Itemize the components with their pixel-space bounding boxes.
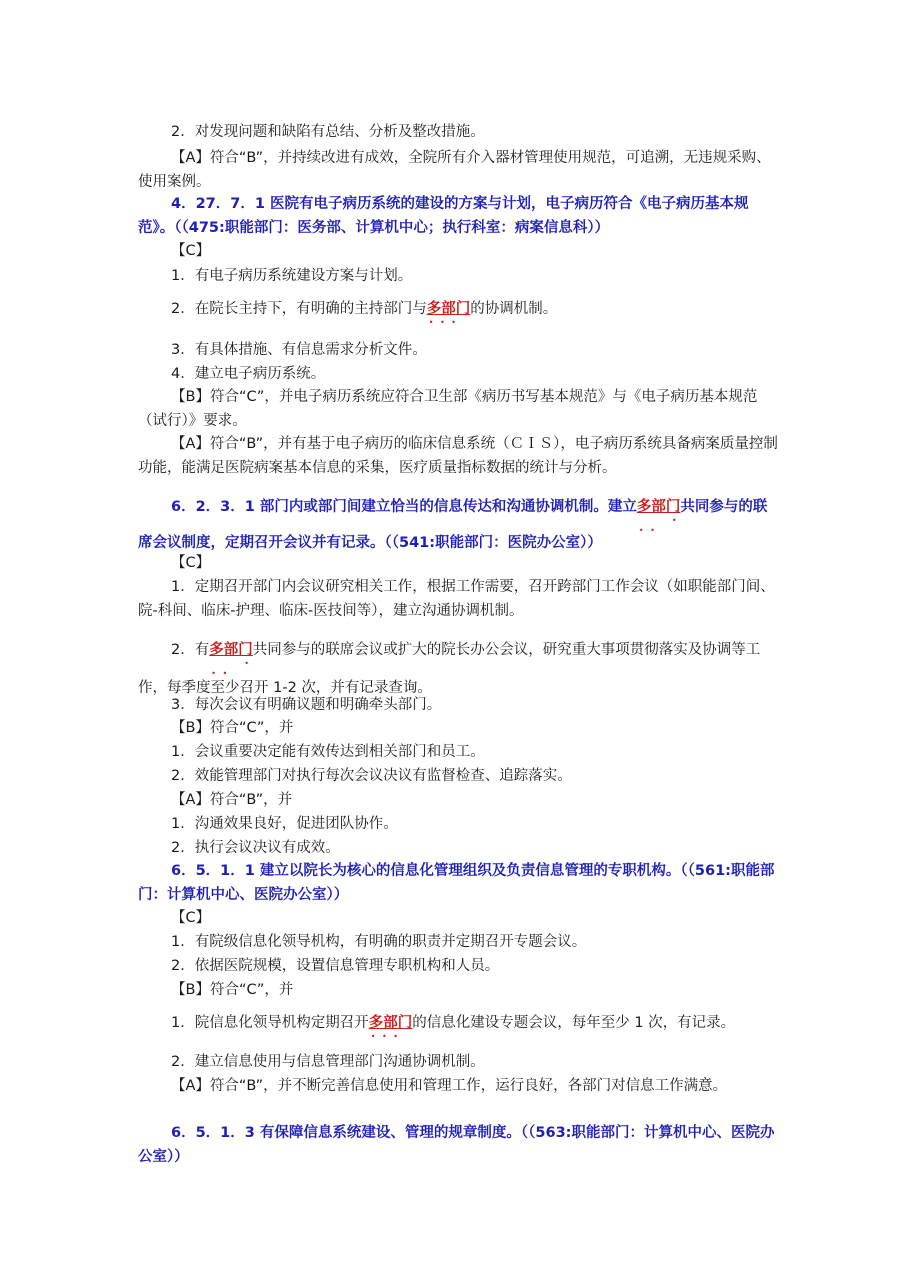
paragraph — [138, 1011, 778, 1035]
text-run: 的协调机制。 — [470, 301, 558, 317]
paragraph — [138, 297, 778, 321]
grade-label: 【C】 — [171, 910, 211, 926]
grade-label: 【C】 — [171, 555, 211, 571]
highlighted-term: 多部门 • • • — [427, 301, 471, 317]
text-run: 共同参与的联席会议制度，定期召开会议并有记录。（（541:职能部门：医院办公室）） — [138, 499, 768, 551]
paragraph: 1．会议重要决定能有效传达到相关部门和员工。 — [171, 744, 485, 760]
paragraph: 2．效能管理部门对执行每次会议决议有监督检查、追踪落实。 — [171, 768, 572, 784]
paragraph: 1．定期召开部门内会议研究相关工作，根据工作需要，召开跨部门工作会议（如职能部门间、院-科间、临床-护理、临床-医技间等），建立沟通协调机制。 — [138, 579, 775, 619]
paragraph: 3．每次会议有明确议题和明确牵头部门。 — [171, 697, 442, 713]
paragraph: 1．沟通效果良好，促进团队协作。 — [171, 816, 398, 832]
paragraph: 3．有具体措施、有信息需求分析文件。 — [171, 342, 427, 358]
paragraph: 【A】符合“B”，并不断完善信息使用和管理工作，运行良好，各部门对信息工作满意。 — [171, 1078, 728, 1094]
grade-label: 【A】符合“B”，并 — [171, 792, 293, 808]
section-heading: 6．5．1．1 建立以院长为核心的信息化管理组织及负责信息管理的专职机构。（（561:职能部门：计算机中心、医院办公室）） — [138, 863, 775, 903]
text-run: 的信息化建设专题会议，每年至少 1 次，有记录。 — [412, 1015, 736, 1031]
highlighted-term: 多部门 • • • — [209, 642, 253, 658]
paragraph: 【A】符合“B”，并有基于电子病历的临床信息系统（ＣＩＳ），电子病历系统具备病案质量控制功能，能满足医院病案基本信息的采集，医疗质量指标数据的统计与分析。 — [138, 436, 778, 476]
paragraph: 2．依据医院规模，设置信息管理专职机构和人员。 — [171, 958, 500, 974]
text-run: 共同参与的联席会议或扩大的院长办公会议，研究重大事项贯彻落实及协调等工作，每季度至少召开 1-2 次，并有记录查询。 — [138, 642, 761, 696]
paragraph: 1．有电子病历系统建设方案与计划。 — [171, 268, 413, 284]
section-heading: 6．5．1．3 有保障信息系统建设、管理的规章制度。（（563:职能部门：计算机中心、医院办公室）） — [138, 1125, 775, 1165]
paragraph: 【A】符合“B”，并持续改进有成效，全院所有介入器材管理使用规范，可追溯，无违规采购、使用案例。 — [138, 150, 771, 190]
grade-label: 【C】 — [171, 243, 211, 259]
paragraph: 2．执行会议决议有成效。 — [171, 840, 340, 856]
grade-label: 【B】符合“C”，并 — [171, 982, 294, 998]
highlighted-term: 多部门 • • • — [369, 1015, 413, 1031]
text-run: 2．在院长主持下，有明确的主持部门与 — [171, 301, 427, 317]
highlighted-term: 多部门 • • • — [637, 499, 681, 515]
paragraph: 2．建立信息使用与信息管理部门沟通协调机制。 — [171, 1054, 485, 1070]
paragraph: 4．建立电子病历系统。 — [171, 366, 326, 382]
grade-label: 【B】符合“C”，并 — [171, 720, 294, 736]
text-run: 6．2．3．1 部门内或部门间建立恰当的信息传达和沟通协调机制。建立 — [171, 499, 637, 515]
section-heading: 4．27．7．1 医院有电子病历系统的建设的方案与计划，电子病历符合《电子病历基本规范》。（（475:职能部门：医务部、计算机中心；执行科室：病案信息科）） — [138, 196, 749, 236]
text-run: 2．有 — [171, 642, 210, 658]
paragraph: 1．有院级信息化领导机构，有明确的职责并定期召开专题会议。 — [171, 934, 587, 950]
text-run: 1．院信息化领导机构定期召开 — [171, 1015, 369, 1031]
paragraph: 2．对发现问题和缺陷有总结、分析及整改措施。 — [171, 124, 485, 140]
paragraph: 【B】符合“C”，并电子病历系统应符合卫生部《病历书写基本规范》与《电子病历基本规范（试行）》要求。 — [138, 389, 758, 429]
